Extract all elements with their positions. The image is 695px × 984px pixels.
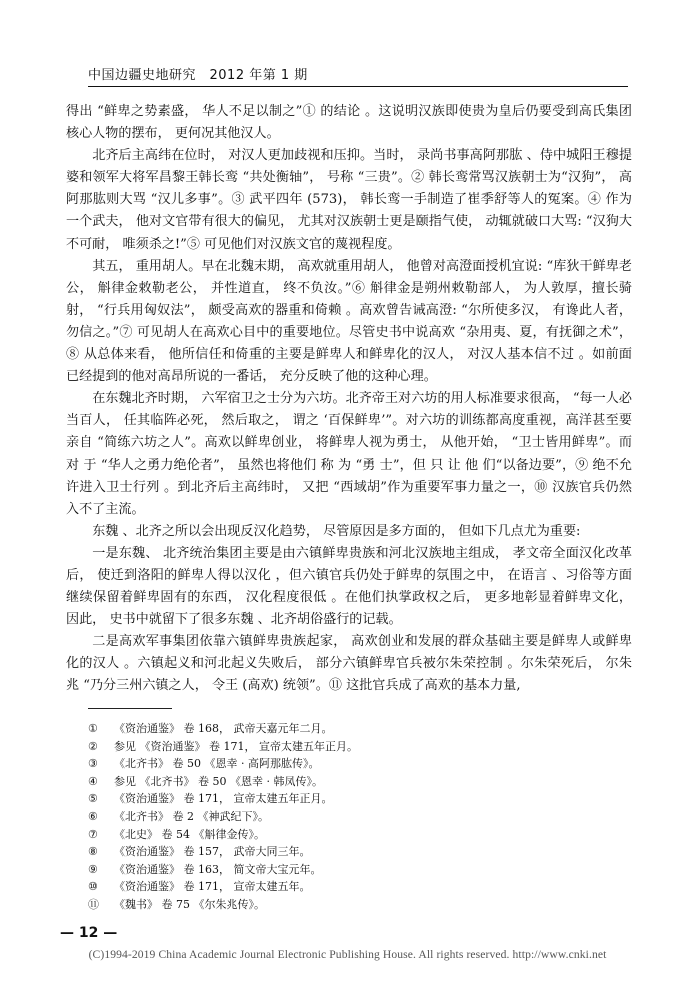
footnote-mark: ①	[88, 722, 98, 735]
article-body	[66, 101, 632, 698]
paragraph-six-fang: 在东魏北齐时期， 六军宿卫之士分为六坊。北齐帝王对六坊的用人标准要求很高， “每一人必当百人， 任其临阵必死， 然后取之， 谓之 ‘百保鲜卑’”。对六坊的训练都高度重视，高洋甚至要亲自 “简练六坊之人”。高欢以鲜卑创业， 将鲜卑人视为勇士， 从他开始， “卫士皆用鲜卑”。而 对 于 “华人之勇力绝伦者”， 虽然也将他们 称 为 “勇 士”，但 只 让 他 们“以备边要”，⑨ 绝不允许进入卫士行列 。到北齐后主高纬时， 又把 “西域胡”作为重要军事力量之一，⑩ 汉族官兵仍然入不了主流。	[66, 391, 632, 517]
footnote-mark: ⑩	[88, 880, 98, 894]
paragraph-hu-people: 其五， 重用胡人。早在北魏末期， 高欢就重用胡人， 他曾对高澄面授机宜说: “库狄干鲜卑老公， 斛律金敕勒老公， 并性道直， 终不负汝。”⑥ 斛律金是朔州敕勒部人， 为人敦厚，擅长骑射， “行兵用匈奴法”， 颇受高欢的器重和倚赖 。高欢曾告诫高澄: “尔所使多汉， 有谗此人者， 勿信之。”⑦ 可见胡人在高欢心目中的重要地位。尽管史书中说高欢 “杂用夷、夏，有抚御之术”，⑧ 从总体来看， 他所信任和倚重的主要是鲜卑人和鲜卑化的汉人， 对汉人基本信不过 。如前面已经提到的他对高昂所说的一番话， 充分反映了他的这种心理。	[66, 258, 632, 385]
footnote-text: 《资治通鉴》 卷 163， 简文帝大宝元年。	[114, 862, 322, 876]
footnote-item	[88, 896, 628, 914]
paragraph-continuation: 得出 “鲜卑之势素盛， 华人不足以制之”① 的结论 。这说明汉族即使贵为皇后仍要受到高氏集团核心人物的摆布， 更何况其他汉人。	[66, 104, 632, 142]
footnote-item	[88, 755, 628, 773]
footnote-mark: ②	[88, 739, 98, 753]
paragraph-gao-wei: 北齐后主高纬在位时， 对汉人更加歧视和压抑。当时， 录尚书事高阿那肱 、侍中城阳王穆提婆和领军大将军昌黎王韩长鸾 “共处衡轴”， 号称 “三贵”。② 韩长鸾常骂汉族朝士为“汉狗”， 高阿那肱则大骂 “汉儿多事”。③ 武平四年 (573)， 韩长鸾一手制造了崔季舒等人的冤案。④ 作为一个武夫， 他对文官带有很大的偏见， 尤其对汉族朝士更是颐指气使， 动辄就破口大骂: “汉狗大不可耐， 唯须杀之!”⑤ 可见他们对汉族文官的蔑视程度。	[66, 148, 632, 252]
page-number: — 12 —	[60, 925, 118, 941]
paragraph-reasons-intro: 东魏 、北齐之所以会出现反汉化趋势， 尽管原因是多方面的， 但如下几点尤为重要:	[92, 523, 581, 539]
footnote-item	[88, 720, 628, 738]
footnote-item	[88, 738, 628, 756]
running-head: 中国边疆史地研究 2012 年第 1 期	[88, 68, 308, 83]
footnote-item	[88, 861, 628, 879]
footnote-text: 《资治通鉴》 卷 168， 武帝天嘉元年二月。	[114, 722, 333, 735]
footnote-item	[88, 790, 628, 808]
footnote-mark: ⑤	[88, 792, 98, 806]
footnote-text: 《资治通鉴》 卷 171， 宣帝太建五年。	[114, 880, 311, 894]
paragraph-reason-one: 一是东魏、 北齐统治集团主要是由六镇鲜卑贵族和河北汉族地主组成， 孝文帝全面汉化改革后， 使迁到洛阳的鲜卑人得以汉化 ，但六镇官兵仍处于鲜卑的氛围之中， 在语言 、习俗等方面继续保留着鲜卑固有的东西， 汉化程度很低 。在他们执掌政权之后， 更多地彰显着鲜卑文化， 因此， 史书中就留下了很多东魏 、北齐胡俗盛行的记载。	[66, 545, 632, 628]
footnote-mark: ③	[88, 757, 98, 771]
footnote-mark: ⑧	[88, 845, 98, 859]
footnote-mark: ⑥	[88, 809, 98, 823]
footnote-mark: ⑨	[88, 862, 98, 876]
footnote-text: 参见 《资治通鉴》 卷 171， 宣帝太建五年正月。	[114, 739, 358, 753]
footnote-text: 《资治通鉴》 卷 171， 宣帝太建五年正月。	[114, 792, 333, 806]
footnote-text: 《资治通鉴》 卷 157， 武帝大同三年。	[114, 845, 311, 859]
footnote-item	[88, 808, 628, 826]
footnote-mark: ⑪	[88, 897, 99, 911]
footnote-text: 《北史》 卷 54 《斛律金传》。	[114, 827, 265, 841]
copyright-line: (C)1994-2019 China Academic Journal Electronic Publishing House. All rights reserved. http://www.cnki.net	[88, 948, 607, 961]
footnote-text: 《北齐书》 卷 2 《神武纪下》。	[114, 809, 269, 823]
footnote-rule	[88, 708, 172, 709]
footnote-item	[88, 878, 628, 896]
footnote-text: 参见 《北齐书》 卷 50 《恩幸 · 韩凤传》。	[114, 774, 323, 788]
paragraph-reason-two: 二是高欢军事集团依靠六镇鲜卑贵族起家， 高欢创业和发展的群众基础主要是鲜卑人或鲜卑化的汉人 。六镇起义和河北起义失败后， 部分六镇鲜卑官兵被尔朱荣控制 。尔朱荣死后， 尔朱兆 “乃分三州六镇之人， 令王 (高欢) 统领”。⑪ 这批官兵成了高欢的基本力量,	[66, 634, 632, 694]
footnote-mark: ⑦	[88, 827, 98, 841]
footnotes	[88, 720, 628, 914]
footnote-text: 《魏书》 卷 75 《尔朱兆传》。	[114, 897, 265, 911]
footnote-item	[88, 826, 628, 844]
footnote-mark: ④	[88, 774, 98, 788]
footnote-item	[88, 843, 628, 861]
footnote-text: 《北齐书》 卷 50 《恩幸 · 高阿那肱传》。	[114, 757, 320, 771]
header-rule	[88, 86, 628, 87]
footnote-item	[88, 773, 628, 791]
